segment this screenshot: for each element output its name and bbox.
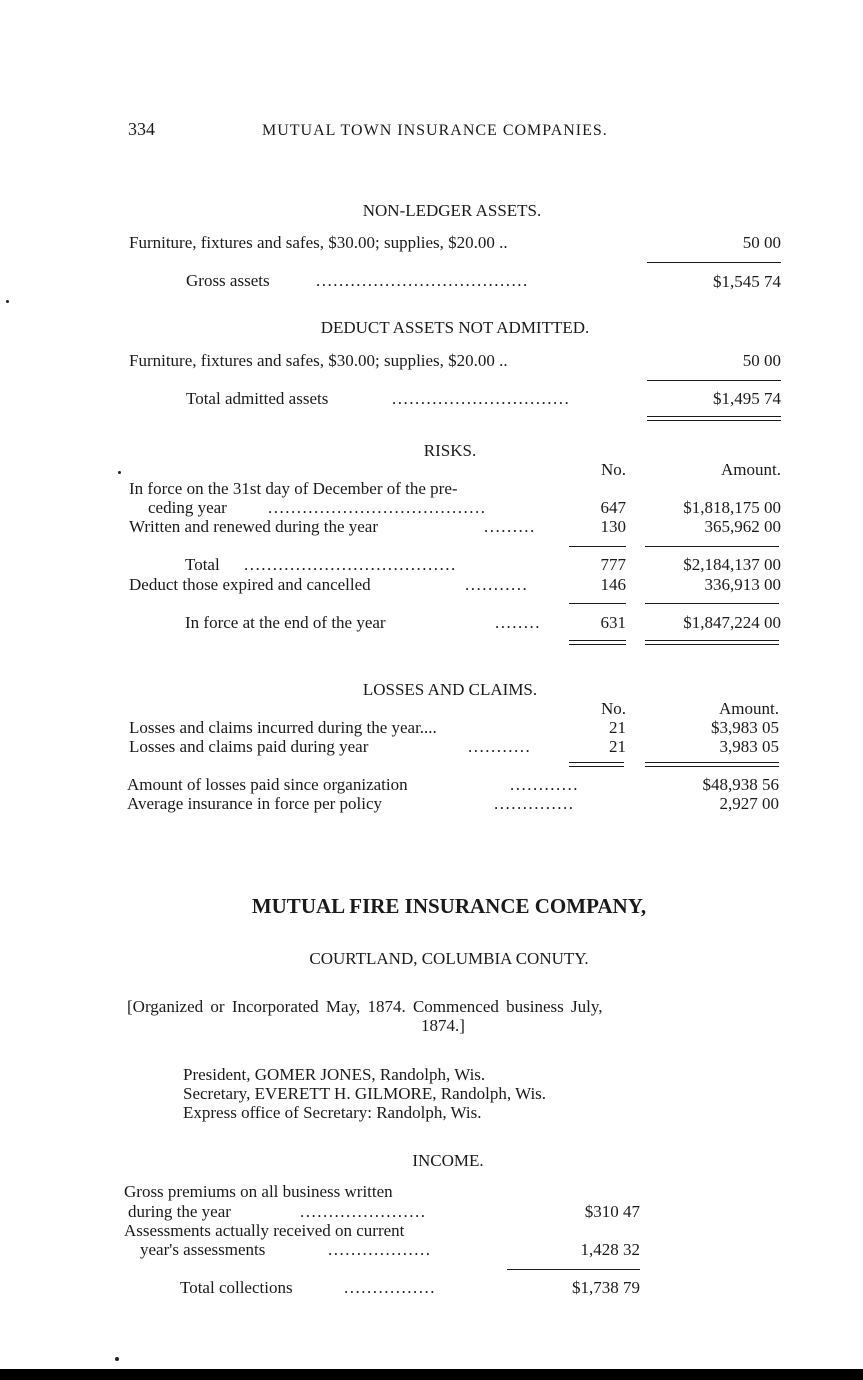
gross-assets-label: Gross assets (186, 271, 270, 290)
paid-since-label: Amount of losses paid since organization (127, 775, 408, 794)
total-admitted-double-rule (647, 416, 781, 421)
risks-amount-rule-2 (645, 603, 779, 604)
deduct-rule (647, 380, 781, 381)
total-admitted-label: Total admitted assets (186, 389, 329, 408)
risks-row-label: Written and renewed during the year (129, 517, 379, 536)
average-label: Average insurance in force per policy (127, 794, 383, 813)
gross-assets-leader: ..................................... (316, 271, 529, 290)
losses-row-label: Losses and claims paid during year (129, 737, 369, 756)
risks-row-label: Total (185, 555, 220, 574)
income-heading: INCOME. (412, 1151, 484, 1170)
risks-row-label: In force at the end of the year (185, 613, 386, 632)
non-ledger-furniture-value: 50 00 (742, 233, 781, 252)
risks-amount-rule (645, 546, 779, 547)
non-ledger-rule (647, 262, 781, 263)
total-admitted-leader: ............................... (392, 389, 571, 408)
gross-assets-value: $1,545 74 (713, 272, 781, 291)
company-name: MUTUAL FIRE INSURANCE COMPANY, (251, 894, 647, 918)
total-collections-label: Total collections (180, 1278, 293, 1297)
risks-row-amount: $1,847,224 00 (683, 613, 781, 632)
risks-row-no: 647 (600, 498, 626, 517)
premiums-leader: ...................... (300, 1202, 427, 1221)
risks-row-no: 631 (600, 613, 626, 632)
premiums-label-cont: during the year (128, 1202, 231, 1221)
risks-row-label-cont: ceding year (148, 498, 227, 517)
total-collections-leader: ................ (344, 1278, 436, 1297)
deduct-heading: DEDUCT ASSETS NOT ADMITTED. (320, 318, 590, 337)
express-office-line: Express office of Secretary: Randolph, Wis. (183, 1103, 482, 1122)
assessments-leader: .................. (328, 1240, 432, 1259)
deduct-furniture-label: Furniture, fixtures and safes, $30.00; supplies, $20.00 .. (129, 351, 508, 370)
risks-heading: RISKS. (423, 441, 477, 460)
losses-col-amount: Amount. (719, 699, 779, 718)
scan-speck (118, 471, 121, 474)
losses-row-label: Losses and claims incurred during the year.... (129, 718, 437, 737)
running-title: MUTUAL TOWN INSURANCE COMPANIES. (262, 122, 608, 139)
income-rule (507, 1269, 640, 1270)
organized-line2: 1874.] (421, 1016, 465, 1035)
risks-row-leader: ...................................... (268, 498, 487, 517)
risks-row-amount: 336,913 00 (704, 575, 781, 594)
risks-col-no: No. (600, 460, 626, 479)
total-admitted-value: $1,495 74 (713, 389, 781, 408)
risks-no-double-rule (569, 640, 626, 645)
risks-row-amount: 365,962 00 (704, 517, 781, 536)
non-ledger-furniture-label: Furniture, fixtures and safes, $30.00; supplies, $20.00 .. (129, 233, 508, 252)
losses-row-amount: 3,983 05 (719, 737, 779, 756)
president-line: President, GOMER JONES, Randolph, Wis. (183, 1065, 486, 1084)
losses-row-no: 21 (609, 718, 626, 737)
losses-no-double-rule (569, 762, 624, 767)
total-collections-value: $1,738 79 (572, 1278, 640, 1297)
paid-since-leader: ............ (510, 775, 579, 794)
risks-row-leader: ........ (495, 613, 541, 632)
risks-row-leader: ......... (484, 517, 536, 536)
losses-heading: LOSSES AND CLAIMS. (362, 680, 538, 699)
risks-no-rule-2 (569, 603, 626, 604)
risks-row-no: 777 (600, 555, 626, 574)
risks-col-amount: Amount. (721, 460, 781, 479)
losses-col-no: No. (600, 699, 626, 718)
risks-row-no: 130 (600, 517, 626, 536)
page-number: 334 (128, 119, 155, 139)
risks-row-leader: ..................................... (244, 555, 457, 574)
organized-line1: [Organized or Incorporated May, 1874. Commenced business July, (127, 997, 603, 1016)
scan-speck (115, 1357, 119, 1361)
risks-row-amount: $1,818,175 00 (683, 498, 781, 517)
premiums-value: $310 47 (584, 1202, 640, 1221)
average-leader: .............. (494, 794, 575, 813)
secretary-line: Secretary, EVERETT H. GILMORE, Randolph, Wis. (183, 1084, 547, 1103)
losses-row-amount: $3,983 05 (711, 718, 779, 737)
losses-amount-double-rule (645, 762, 779, 767)
risks-row-no: 146 (600, 575, 626, 594)
deduct-furniture-value: 50 00 (742, 351, 781, 370)
premiums-label: Gross premiums on all business written (124, 1182, 393, 1201)
risks-no-rule (569, 546, 626, 547)
risks-row-leader: ........... (465, 575, 529, 594)
losses-row-no: 21 (609, 737, 626, 756)
risks-row-amount: $2,184,137 00 (683, 555, 781, 574)
assessments-label-cont: year's assessments (140, 1240, 266, 1259)
paid-since-value: $48,938 56 (702, 775, 779, 794)
risks-row-label: In force on the 31st day of December of the pre- (129, 479, 458, 498)
risks-amount-double-rule (645, 640, 779, 645)
assessments-value: 1,428 32 (580, 1240, 640, 1259)
scan-edge-bar (0, 1369, 863, 1380)
risks-row-label: Deduct those expired and cancelled (129, 575, 371, 594)
company-location: COURTLAND, COLUMBIA CONUTY. (309, 949, 589, 968)
non-ledger-heading: NON-LEDGER ASSETS. (362, 201, 542, 220)
assessments-label: Assessments actually received on current (124, 1221, 405, 1240)
scan-speck (6, 300, 9, 303)
average-value: 2,927 00 (719, 794, 779, 813)
losses-row-leader: ........... (468, 737, 532, 756)
